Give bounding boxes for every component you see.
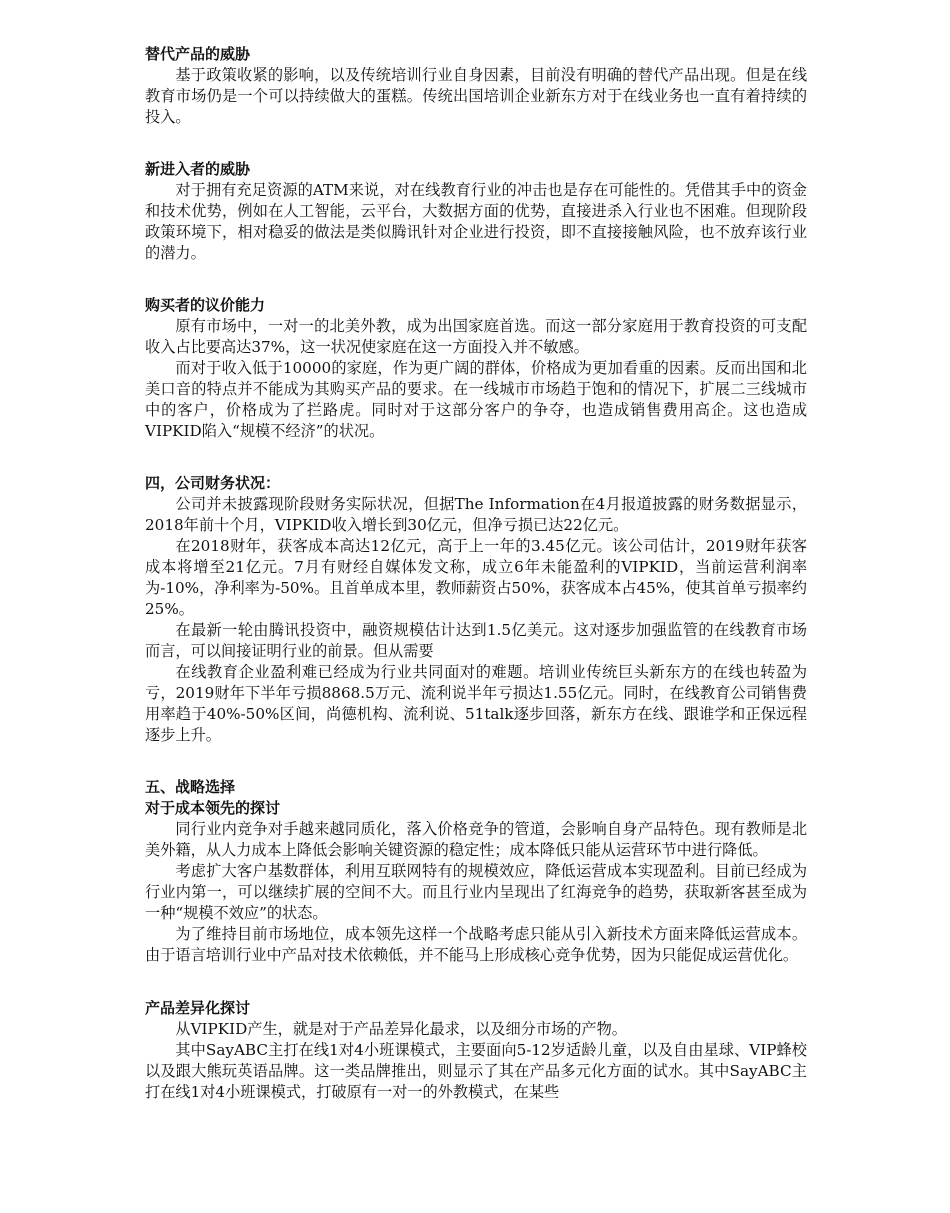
paragraph: 在2018财年，获客成本高达12亿元，高于上一年的3.45亿元。该公司估计，2019财年获客成本将增至21亿元。7月有财经自媒体发文称，成立6年未能盈利的VIPKID，当前运营利润率为-10%，净利率为-50%。且首单成本里，教师薪资占50%，获客成本占45%，使其首单亏损率约25%。 (145, 537, 807, 618)
heading-new-entrants-threat: 新进入者的威胁 (145, 160, 251, 178)
heading-strategy-choice: 五、战略选择 (145, 778, 236, 796)
subheading-cost-leadership: 对于成本领先的探讨 (145, 799, 281, 817)
paragraph: 同行业内竞争对手越来越同质化，落入价格竞争的管道，会影响自身产品特色。现有教师是北美外籍，从人力成本上降低会影响关键资源的稳定性；成本降低只能从运营环节中进行降低。 (145, 820, 807, 859)
paragraph: 考虑扩大客户基数群体，利用互联网特有的规模效应，降低运营成本实现盈利。目前已经成为行业内第一，可以继续扩展的空间不大。而且行业内呈现出了红海竞争的趋势，获取新客甚至成为一种“规模不效应”的状态。 (145, 862, 807, 922)
paragraph: 对于拥有充足资源的ATM来说，对在线教育行业的冲击也是存在可能性的。凭借其手中的资金和技术优势，例如在人工智能，云平台，大数据方面的优势，直接进杀入行业也不困难。但现阶段政策环境下，相对稳妥的做法是类似腾讯针对企业进行投资，即不直接接触风险，也不放弃该行业的潜力。 (145, 181, 807, 262)
heading-financial-status: 四，公司财务状况： (145, 474, 281, 492)
paragraph: 基于政策收紧的影响，以及传统培训行业自身因素，目前没有明确的替代产品出现。但是在线教育市场仍是一个可以持续做大的蛋糕。传统出国培训企业新东方对于在线业务也一直有着持续的投入。 (145, 66, 807, 126)
paragraph: 其中SayABC主打在线1对4小班课模式，主要面向5-12岁适龄儿童，以及自由星球、VIP蜂校以及跟大熊玩英语品牌。这一类品牌推出，则显示了其在产品多元化方面的试水。其中SayABC主打在线1对4小班课模式，打破原有一对一的外教模式，在某些 (145, 1041, 807, 1101)
paragraph: 原有市场中，一对一的北美外教，成为出国家庭首选。而这一部分家庭用于教育投资的可支配收入占比要高达37%，这一状况使家庭在这一方面投入并不敏感。 (145, 317, 807, 356)
paragraph: 为了维持目前市场地位，成本领先这样一个战略考虑只能从引入新技术方面来降低运营成本。由于语言培训行业中产品对技术依赖低，并不能马上形成核心竞争优势，因为只能促成运营优化。 (145, 925, 807, 964)
paragraph: 公司并未披露现阶段财务实际状况，但据The Information在4月报道披露的财务数据显示，2018年前十个月，VIPKID收入增长到30亿元，但净亏损已达22亿元。 (145, 495, 807, 534)
heading-product-differentiation: 产品差异化探讨 (145, 999, 251, 1017)
paragraph: 而对于收入低于10000的家庭，作为更广阔的群体，价格成为更加看重的因素。反而出国和北美口音的特点并不能成为其购买产品的要求。在一线城市市场趋于饱和的情况下，扩展二三线城市中的客户，价格成为了拦路虎。同时对于这部分客户的争夺，也造成销售费用高企。这也造成VIPKID陷入“规模不经济”的状况。 (145, 359, 807, 440)
heading-buyer-bargaining-power: 购买者的议价能力 (145, 296, 266, 314)
heading-substitute-threat: 替代产品的威胁 (145, 45, 251, 63)
paragraph: 从VIPKID产生，就是对于产品差异化最求，以及细分市场的产物。 (175, 1020, 627, 1038)
paragraph: 在最新一轮由腾讯投资中，融资规模估计达到1.5亿美元。这对逐步加强监管的在线教育市场而言，可以间接证明行业的前景。但从需要 (145, 621, 807, 660)
document-page (145, 44, 807, 1103)
paragraph: 在线教育企业盈利难已经成为行业共同面对的难题。培训业传统巨头新东方的在线也转盈为亏，2019财年下半年亏损8868.5万元、流利说半年亏损达1.55亿元。同时，在线教育公司销售费用率趋于40%-50%区间，尚德机构、流利说、51talk逐步回落，新东方在线、跟谁学和正保远程逐步上升。 (145, 663, 807, 744)
